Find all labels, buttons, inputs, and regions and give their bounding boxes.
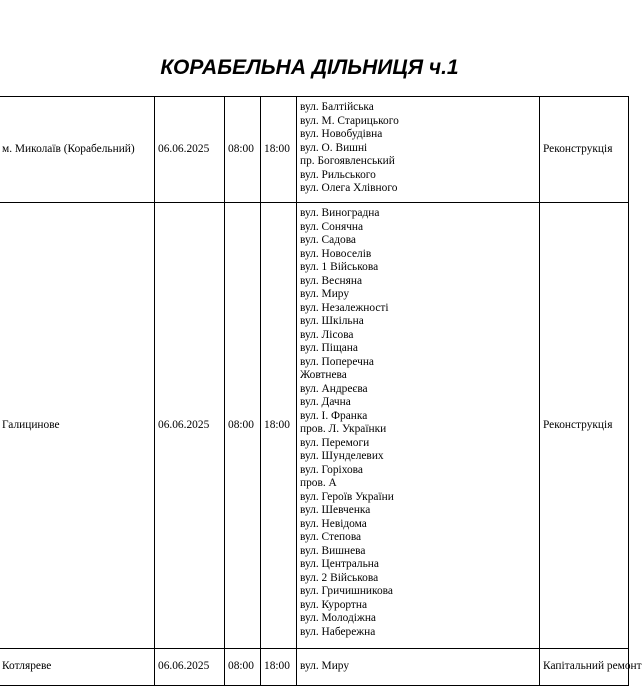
streets-cell	[297, 203, 540, 649]
street-item: вул. Вишнева	[300, 544, 366, 557]
street-item: вул. Миру	[300, 660, 350, 673]
street-item: вул. Новобудівна	[300, 128, 383, 140]
street-item: пров. Л. Українки	[300, 423, 387, 435]
street-item: вул. Андреєва	[300, 382, 368, 395]
outage-schedule-table	[0, 96, 642, 686]
street-item: вул. Курортна	[300, 598, 368, 611]
street-item: вул. Балтійська	[300, 101, 374, 113]
street-item: вул. Олега Хлівного	[300, 182, 398, 194]
street-item: вул. М. Старицького	[300, 114, 399, 127]
table-row	[0, 203, 629, 649]
street-item: вул. Перемоги	[300, 436, 370, 449]
start-time-cell: 08:00	[225, 97, 261, 203]
street-item: вул. Сонячна	[300, 220, 364, 233]
street-item: пров. А	[300, 477, 337, 489]
street-item: вул. Поперечна	[300, 355, 374, 368]
street-item: вул. І. Франка	[300, 409, 368, 422]
street-item: вул. Молодіжна	[300, 612, 376, 624]
table-row	[0, 97, 629, 203]
street-item: вул. Весняна	[300, 274, 363, 287]
locality-cell: Котляреве	[0, 649, 155, 686]
street-item: вул. Героїв України	[300, 490, 394, 503]
street-item: вул. Шкільна	[300, 315, 364, 327]
street-item: вул. Рильського	[300, 168, 376, 181]
street-item: вул. Шевченка	[300, 504, 371, 516]
street-item: вул. Шунделевих	[300, 450, 384, 462]
street-item: вул. Гричишникова	[300, 585, 393, 597]
work-type-cell: Капітальний ремонт	[540, 649, 629, 686]
street-item: вул. Центральна	[300, 558, 379, 570]
street-item: вул. Дачна	[300, 396, 351, 408]
end-time-cell: 18:00	[261, 97, 297, 203]
street-item: вул. 1 Військова	[300, 261, 379, 273]
street-item: вул. Піщана	[300, 342, 358, 354]
street-item: вул. Степова	[300, 531, 362, 543]
streets-cell	[297, 97, 540, 203]
start-time-cell: 08:00	[225, 203, 261, 649]
street-item: вул. Горіхова	[300, 463, 363, 476]
street-item: вул. Незалежності	[300, 301, 389, 314]
street-item: вул. Новоселів	[300, 247, 372, 260]
locality-cell: Галицинове	[0, 203, 155, 649]
table-row	[0, 649, 629, 686]
street-item: вул. Набережна	[300, 625, 376, 638]
street-item: вул. Миру	[300, 288, 350, 300]
street-item: вул. О. Вишні	[300, 141, 368, 154]
street-item: вул. Виноградна	[300, 207, 380, 219]
date-cell: 06.06.2025	[155, 203, 225, 649]
date-cell: 06.06.2025	[155, 97, 225, 203]
end-time-cell: 18:00	[261, 203, 297, 649]
street-item: Жовтнева	[300, 369, 347, 381]
street-item: вул. Садова	[300, 234, 356, 246]
work-type-cell: Реконструкція	[540, 203, 629, 649]
street-item: вул. Невідома	[300, 517, 367, 530]
streets-cell	[297, 649, 540, 686]
street-item: вул. Лісова	[300, 328, 354, 341]
page-title: КОРАБЕЛЬНА ДІЛЬНИЦЯ ч.1	[160, 56, 459, 79]
locality-cell: м. Миколаїв (Корабельний)	[0, 97, 155, 203]
street-item: вул. 2 Військова	[300, 571, 379, 584]
date-cell: 06.06.2025	[155, 649, 225, 686]
work-type-cell: Реконструкція	[540, 97, 629, 203]
end-time-cell: 18:00	[261, 649, 297, 686]
start-time-cell: 08:00	[225, 649, 261, 686]
street-item: пр. Богоявленський	[300, 155, 395, 167]
